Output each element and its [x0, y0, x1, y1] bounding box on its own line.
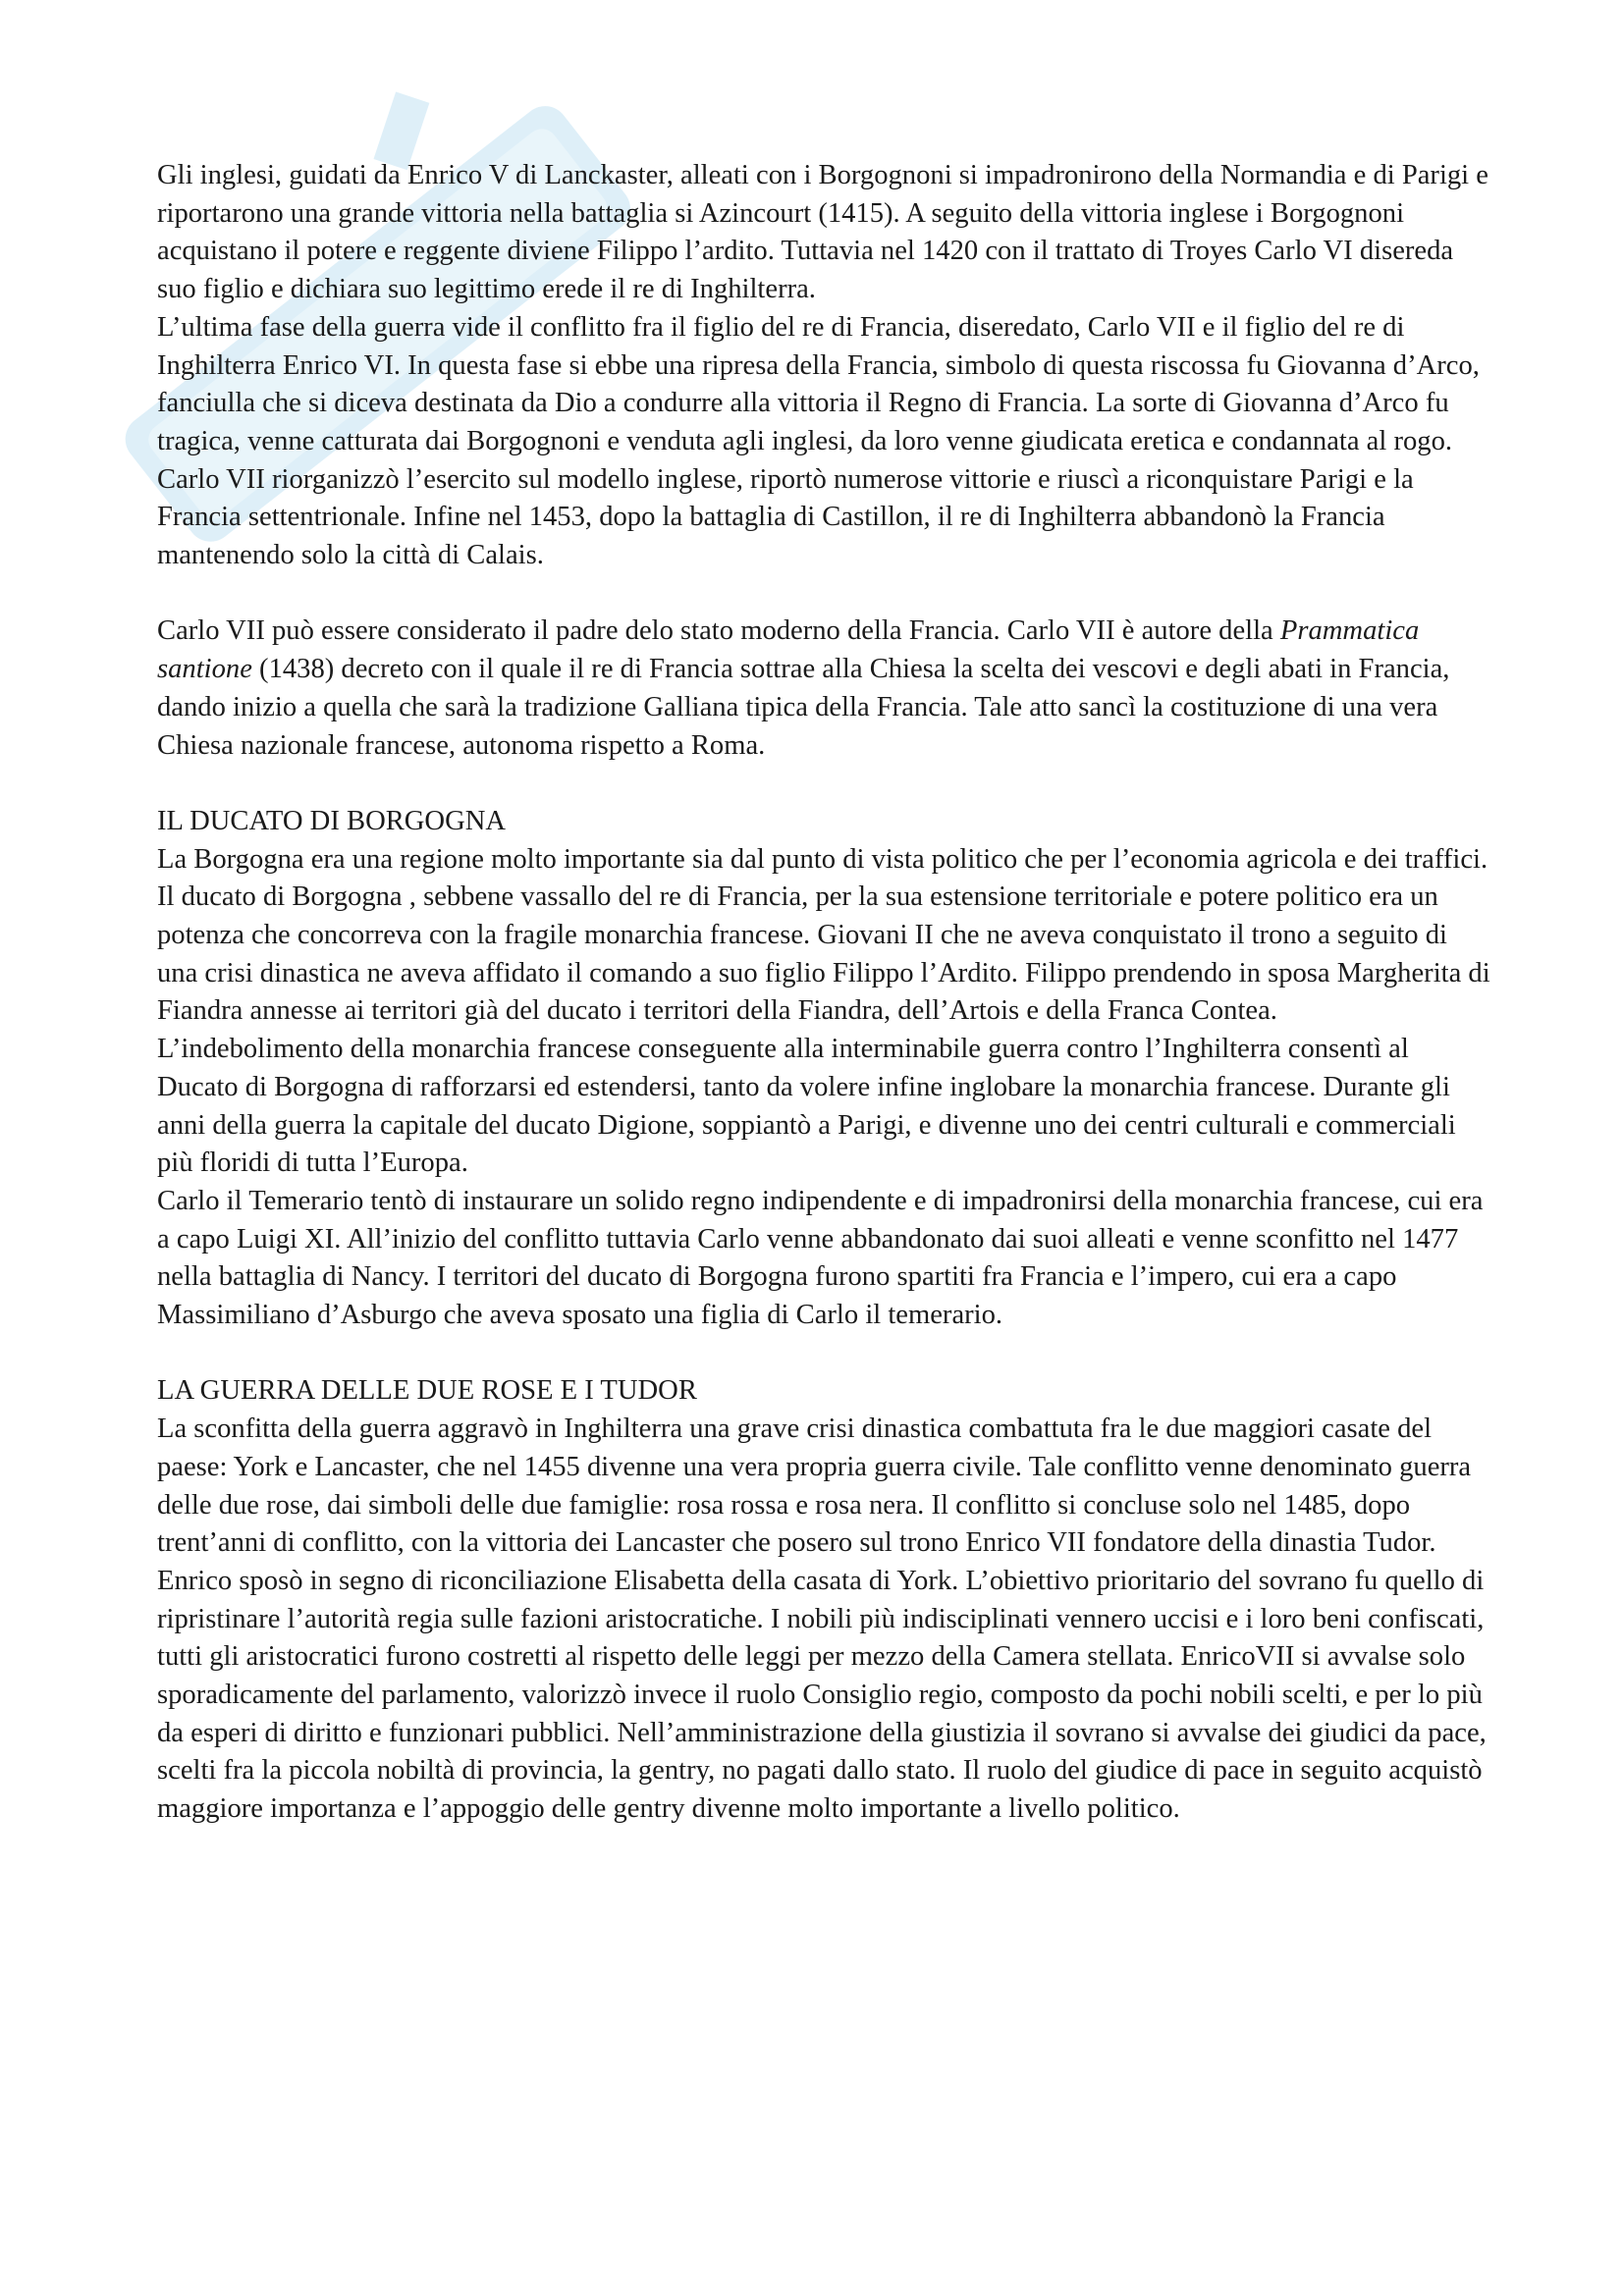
paragraph-ultima-fase: L’ultima fase della guerra vide il conflitto fra il figlio del re di Francia, diseredato, Carlo VII e il figlio del re di Inghilterra Enrico VI. In questa fase si ebbe una ripresa della Francia, simbolo di questa riscossa fu Giovanna d’Arco, fanciulla che si diceva destinata da Dio a condurre alla vittoria il Regno di Francia. La sorte di Giovanna d’Arco fu tragica, venne catturata dai Borgognoni e venduta agli inglesi, da loro venne giudicata eretica e condannata al rogo. Carlo VII riorganizzò l’esercito sul modello inglese, riportò numerose vittorie e riuscì a riconquistare Parigi e la Francia settentrionale. Infine nel 1453, dopo la battaglia di Castillon, il re di Inghilterra abbandonò la Francia mantenendo solo la città di Calais.	[157, 311, 1480, 571]
paragraph-borgogna-regione: La Borgogna era una regione molto importante sia dal punto di vista politico che per l’economia agricola e dei traffici. Il ducato di Borgogna , sebbene vassallo del re di Francia, per la sua estensione territoriale e potere politico era un potenza che concorreva con la fragile monarchia francese. Giovani II che ne aveva conquistato il trono a seguito di una crisi dinastica ne aveva affidato il comando a suo figlio Filippo l’Ardito. Filippo prendendo in sposa Margherita di Fiandra annesse ai territori già del ducato i territori della Fiandra, dell’Artois e della Franca Contea.	[157, 843, 1490, 1027]
text-prammatica-italic: Prammatica santione	[157, 615, 1420, 685]
text-carlo-vii-rest: (1438) decreto con il quale il re di Francia sottrae alla Chiesa la scelta dei vescovi e degli abati in Francia, dando inizio a quella che sarà la tradizione Galliana tipica della Francia. Tale atto sancì la costituzione di una vera Chiesa nazionale francese, autonoma rispetto a Roma.	[157, 654, 1450, 761]
paragraph-gap	[157, 1335, 1492, 1373]
paragraph-carlo-temerario: Carlo il Temerario tentò di instaurare un solido regno indipendente e di impadronirsi della monarchia francese, cui era a capo Luigi XI. All’inizio del conflitto tuttavia Carlo venne abbandonato dai suoi alleati e venne sconfitto nel 1477 nella battaglia di Nancy. I territori del ducato di Borgogna furono spartiti fra Francia e l’impero, cui era a capo Massimiliano d’Asburgo che aveva sposato una figlia di Carlo il temerario.	[157, 1185, 1484, 1331]
document-body	[157, 157, 1492, 1829]
paragraph-gap	[157, 575, 1492, 614]
paragraph-enrico-v: Gli inglesi, guidati da Enrico V di Lanckaster, alleati con i Borgognoni si impadronirono della Normandia e di Parigi e riportarono una grande vittoria nella battaglia si Azincourt (1415). A seguito della vittoria inglese i Borgognoni acquistano il potere e reggente diviene Filippo l’ardito. Tuttavia nel 1420 con il trattato di Troyes Carlo VI disereda suo figlio e dichiara suo legittimo erede il re di Inghilterra.	[157, 160, 1488, 305]
paragraph-guerra-due-rose: La sconfitta della guerra aggravò in Inghilterra una grave crisi dinastica combattuta fra le due maggiori casate del paese: York e Lancaster, che nel 1455 divenne una vera propria guerra civile. Tale conflitto venne denominato guerra delle due rose, dai simboli delle due famiglie: rosa rossa e rosa nera. Il conflitto si concluse solo nel 1485, dopo trent’anni di conflitto, con la vittoria dei Lancaster che posero sul trono Enrico VII fondatore della dinastia Tudor. Enrico sposò in segno di riconciliazione Elisabetta della casata di York. L’obiettivo prioritario del sovrano fu quello di ripristinare l’autorità regia sulle fazioni aristocratiche. I nobili più indisciplinati vennero uccisi e i loro beni confiscati, tutti gli aristocratici furono costretti al rispetto delle leggi per mezzo della Camera stellata. EnricoVII si avvalse solo sporadicamente del parlamento, valorizzò invece il ruolo Consiglio regio, composto da pochi nobili scelti, e per lo più da esperi di diritto e funzionari pubblici. Nell’amministrazione della giustizia il sovrano si avvalse dei giudici da pace, scelti fra la piccola nobiltà di provincia, la gentry, no pagati dallo stato. Il ruolo del giudice di pace in seguito acquistò maggiore importanza e l’appoggio delle gentry divenne molto importante a livello politico.	[157, 1414, 1487, 1825]
heading-ducato-borgogna: IL DUCATO DI BORGOGNA	[157, 805, 507, 836]
heading-guerra-due-rose: LA GUERRA DELLE DUE ROSE E I TUDOR	[157, 1375, 697, 1407]
paragraph-indebolimento: L’indebolimento della monarchia francese conseguente alla interminabile guerra contro l’Inghilterra consentì al Ducato di Borgogna di rafforzarsi ed estendersi, tanto da volere infine inglobare la monarchia francese. Durante gli anni della guerra la capitale del ducato Digione, soppiantò a Parigi, e divenne uno dei centri culturali e commerciali più floridi di tutta l’Europa.	[157, 1034, 1456, 1179]
paragraph-carlo-vii	[157, 613, 1492, 765]
paragraph-gap	[157, 765, 1492, 803]
text-carlo-vii-intro: Carlo VII può essere considerato il padre delo stato moderno della Francia. Carlo VII è autore della	[157, 615, 1280, 647]
